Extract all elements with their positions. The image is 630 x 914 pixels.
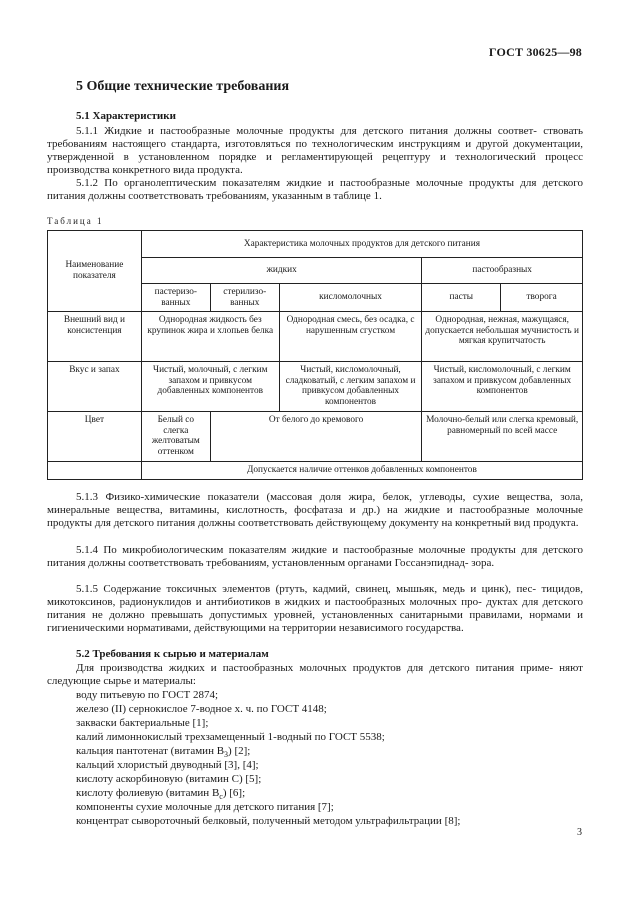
row-additives-note: Допускается наличие оттенков добавленных компонентов	[141, 462, 582, 480]
header-fermented: кисломолочных	[279, 284, 422, 312]
organoleptic-table	[47, 230, 583, 480]
paragraph-5-1-3: 5.1.3 Физико-химические показатели (массовая доля жира, белок, углеводы, сухие вещества, зола, минеральные вещества, витамины, кислотность, фосфатаза и др.) на жидкие и пастообразные молочные продукты для детского питания должны соответствовать действующему документу на конкретный вид продукта.	[47, 491, 583, 530]
list-item: концентрат сывороточный белковый, полученный методом ультрафильтрации [8];	[76, 815, 461, 827]
header-pasteurized: пастеризо- ванных	[141, 284, 210, 312]
subsection-title-5-2: 5.2 Требования к сырью и материалам	[76, 648, 269, 660]
page-number: 3	[577, 827, 582, 838]
subscript: 3	[224, 750, 229, 760]
section-title: 5 Общие технические требования	[76, 79, 290, 94]
standard-code: ГОСТ 30625—98	[488, 45, 582, 59]
paragraph-5-1-1: 5.1.1 Жидкие и пастообразные молочные продукты для детского питания должны соответ- ствовать требованиям настоящего стандарта, изготовляться по технологическим инструкциям и другой документации, утвержденной в установленном порядке и регламентирующей рецептуру и технологический процесс производства конкретного вида продукта.	[47, 125, 583, 177]
row-appearance-name: Внешний вид и консистенция	[48, 312, 142, 362]
header-curd: творога	[501, 284, 583, 312]
paragraph-5-1-5: 5.1.5 Содержание токсичных элементов (ртуть, кадмий, свинец, мышьяк, медь и цинк), пес- тицидов, микотоксинов, радионуклидов и антибиотиков в жидких и пастообразных молочных про- дуктах для детского питания не должно превышать допустимых уровней, установленных санитарными правилами, нормами и гигиеническими нормативами, действующими на территории независимого государства.	[47, 583, 583, 635]
row-appearance-paste: Однородная, нежная, мажущаяся, допускается небольшая мучнистость и мягкая крупитчатость	[422, 312, 583, 362]
row-taste-liquid: Чистый, молочный, с легким запахом и привкусом добавленных компонентов	[141, 362, 279, 412]
list-item: компоненты сухие молочные для детского питания [7];	[76, 801, 334, 813]
list-item: закваски бактериальные [1];	[76, 717, 209, 729]
row-additives-empty	[48, 462, 142, 480]
subscript: c	[219, 792, 223, 802]
paragraph-5-2-intro: Для производства жидких и пастообразных молочных продуктов для детского питания приме- няют следующие сырье и материалы:	[47, 662, 583, 688]
header-param-name: Наименование показателя	[48, 231, 142, 312]
list-item: кислоту аскорбиновую (витамин С) [5];	[76, 773, 262, 785]
row-color-name: Цвет	[48, 412, 142, 462]
list-item: кальций хлористый двуводный [3], [4];	[76, 759, 259, 771]
header-liquid: жидких	[141, 258, 422, 284]
header-paste: пастообразных	[422, 258, 583, 284]
row-color-liquid: От белого до кремового	[210, 412, 422, 462]
row-taste-name: Вкус и запах	[48, 362, 142, 412]
list-item-text: кислоту фолиевую (витамин B	[76, 787, 220, 799]
list-item-text: кальция пантотенат (витамин B	[76, 745, 225, 757]
row-taste-fermented: Чистый, кисломолочный, сладковатый, с легким запахом и привкусом добавленных компонентов	[279, 362, 422, 412]
row-taste-paste: Чистый, кисломолочный, с легким запахом и привкусом добавленных компонентов	[422, 362, 583, 412]
row-color-pasteurized: Белый со слегка желтоватым оттенком	[141, 412, 210, 462]
list-item: железо (II) сернокислое 7-водное х. ч. по ГОСТ 4148;	[76, 703, 327, 715]
list-item: воду питьевую по ГОСТ 2874;	[76, 689, 219, 701]
row-appearance-liquid: Однородная жидкость без крупинок жира и хлопьев белка	[141, 312, 279, 362]
row-appearance-fermented: Однородная смесь, без осадка, с нарушенным сгустком	[279, 312, 422, 362]
list-item: калий лимоннокислый трехзамещенный 1-водный по ГОСТ 5538;	[76, 731, 385, 743]
paragraph-5-1-2: 5.1.2 По органолептическим показателям жидкие и пастообразные молочные продукты для детского питания должны соответствовать требованиям, указанным в таблице 1.	[47, 177, 583, 203]
subsection-title-5-1: 5.1 Характеристики	[76, 110, 176, 122]
paragraph-5-1-4: 5.1.4 По микробиологическим показателям жидкие и пастообразные молочные продукты для детского питания должны соответствовать требованиям, установленным органами Госсанэпиднад- зора.	[47, 544, 583, 570]
header-sterilized: стерилизо- ванных	[210, 284, 279, 312]
list-item-tail: ) [6];	[222, 787, 246, 799]
list-item-tail: ) [2];	[228, 745, 251, 757]
table-caption: Таблица 1	[47, 216, 104, 226]
header-pastes: пасты	[422, 284, 501, 312]
header-characteristic: Характеристика молочных продуктов для детского питания	[141, 231, 582, 258]
row-color-paste: Молочно-белый или слегка кремовый, равномерный по всей массе	[422, 412, 583, 462]
